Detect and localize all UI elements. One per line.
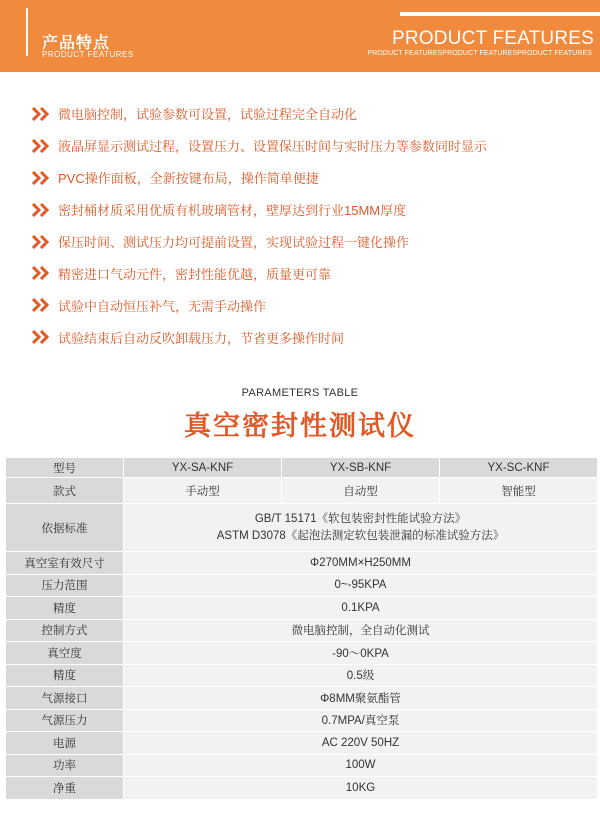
spec-row	[6, 642, 598, 665]
standard-line: ASTM D3078《起泡法测定软包装泄漏的标准试验方法》	[216, 529, 505, 542]
spec-label: 气源压力	[6, 709, 124, 732]
header-accent-line	[26, 8, 28, 56]
spec-label: 精度	[6, 597, 124, 620]
model-row	[6, 458, 598, 478]
spec-label: 气源接口	[6, 687, 124, 710]
spec-row	[6, 709, 598, 732]
feature-item	[32, 162, 592, 194]
spec-label: 真空室有效尺寸	[6, 552, 124, 575]
spec-value: Φ270MM×H250MM	[124, 552, 598, 575]
feature-text: 密封桶材质采用优质有机玻璃管材，壁厚达到行业15MM厚度	[58, 203, 407, 219]
style-cell: 自动型	[282, 478, 440, 504]
spec-value: 0.7MPA/真空泵	[124, 709, 598, 732]
feature-list	[32, 98, 592, 353]
spec-label: 功率	[6, 754, 124, 777]
header-decorative-bar	[400, 12, 600, 16]
spec-label: 精度	[6, 664, 124, 687]
spec-value: -90〜0KPA	[124, 642, 598, 665]
spec-label: 电源	[6, 732, 124, 755]
double-chevron-right-icon	[32, 298, 52, 312]
spec-row	[6, 777, 598, 800]
feature-item	[32, 98, 592, 130]
spec-value: AC 220V 50HZ	[124, 732, 598, 755]
spec-row	[6, 664, 598, 687]
double-chevron-right-icon	[32, 203, 52, 217]
spec-value: 0.5级	[124, 664, 598, 687]
spec-row	[6, 597, 598, 620]
double-chevron-right-icon	[32, 266, 52, 280]
standard-line: GB/T 15171《软包装密封性能试验方法》	[254, 512, 467, 525]
feature-text: PVC操作面板，全新按键布局，操作简单便捷	[58, 171, 319, 187]
feature-text: 液晶屏显示测试过程，设置压力、设置保压时间与实时压力等参数同时显示	[58, 139, 488, 155]
feature-text: 保压时间、测试压力均可提前设置，实现试验过程一键化操作	[58, 235, 410, 250]
model-cell: YX-SB-KNF	[282, 458, 440, 478]
style-row	[6, 478, 598, 504]
spec-value: 0~-95KPA	[124, 574, 598, 597]
model-cell: YX-SA-KNF	[124, 458, 282, 478]
spec-value: 微电脑控制，全自动化测试	[124, 619, 598, 642]
feature-text: 试验中自动恒压补气，无需手动操作	[58, 298, 267, 314]
feature-item	[32, 226, 592, 258]
spec-value: 100W	[124, 754, 598, 777]
standard-row	[6, 504, 598, 552]
double-chevron-right-icon	[32, 171, 52, 185]
parameters-cn-title: 真空密封性测试仪	[184, 411, 416, 441]
standard-cell	[124, 504, 598, 552]
feature-text: 精密进口气动元件，密封性能优越，质量更可靠	[58, 266, 332, 282]
header-cn-subtitle: PRODUCT FEATURES	[42, 50, 134, 59]
header-cn-title: 产品特点	[42, 35, 111, 52]
parameters-table	[5, 457, 598, 800]
feature-item	[32, 321, 592, 353]
header-en-title: PRODUCT FEATURES	[391, 28, 594, 49]
parameters-en-title: PARAMETERS TABLE	[241, 387, 359, 399]
spec-row	[6, 754, 598, 777]
style-cell: 手动型	[124, 478, 282, 504]
spec-label: 净重	[6, 777, 124, 800]
double-chevron-right-icon	[32, 330, 52, 344]
spec-label: 压力范围	[6, 574, 124, 597]
spec-label: 真空度	[6, 642, 124, 665]
spec-row	[6, 619, 598, 642]
double-chevron-right-icon	[32, 139, 52, 153]
feature-item	[32, 289, 592, 321]
spec-row	[6, 687, 598, 710]
standard-label: 依据标准	[6, 504, 124, 552]
spec-label: 控制方式	[6, 619, 124, 642]
spec-row	[6, 552, 598, 575]
double-chevron-right-icon	[32, 107, 52, 121]
spec-row	[6, 732, 598, 755]
style-cell: 智能型	[440, 478, 598, 504]
header-banner	[0, 0, 600, 72]
feature-item	[32, 194, 592, 226]
double-chevron-right-icon	[32, 235, 52, 249]
feature-text: 微电脑控制，试验参数可设置，试验过程完全自动化	[58, 107, 358, 123]
spec-value: 10KG	[124, 777, 598, 800]
model-cell: YX-SC-KNF	[440, 458, 598, 478]
header-en-subtitle: PRODUCT FEATURESPRODUCT FEATURESPRODUCT FEATURES	[367, 50, 592, 57]
model-label: 型号	[6, 458, 124, 478]
style-label: 款式	[6, 478, 124, 504]
feature-text: 试验结束后自动反吹卸载压力，节省更多操作时间	[58, 330, 345, 346]
spec-value: Φ8MM聚氨酯管	[124, 687, 598, 710]
feature-item	[32, 130, 592, 162]
spec-row	[6, 574, 598, 597]
feature-item	[32, 257, 592, 289]
spec-value: 0.1KPA	[124, 597, 598, 620]
